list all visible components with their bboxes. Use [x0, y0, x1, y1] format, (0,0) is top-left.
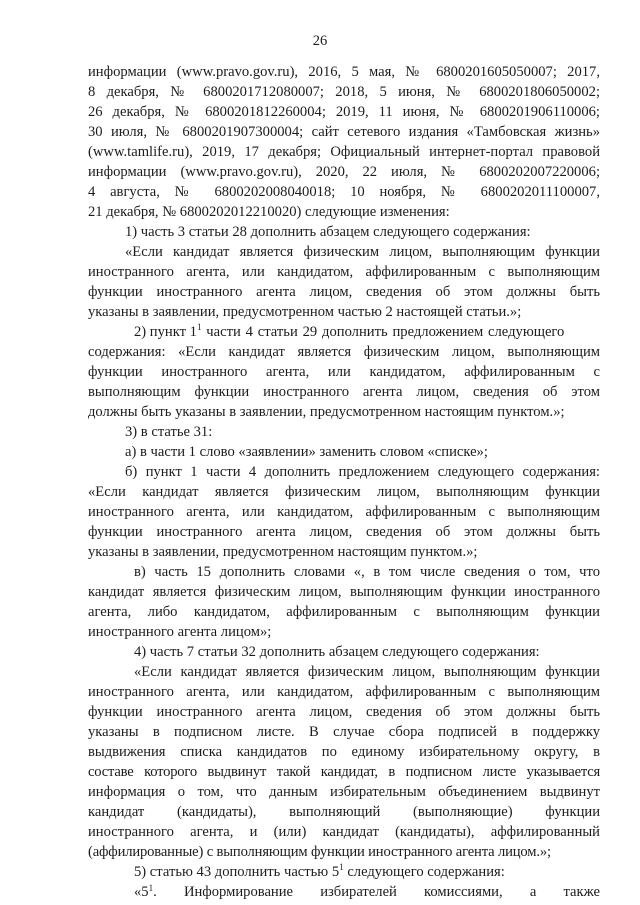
text-line: иностранного агента, и (или) кандидат (кандидаты), аффилированный: [88, 824, 600, 840]
text-line: кандидат (кандидаты), выполняющий (выполняющие) функции: [88, 804, 600, 820]
text-line: 3) в статье 31:: [125, 424, 213, 440]
text-line: агента, либо кандидатом, аффилированным с выполняющим функции: [88, 604, 600, 620]
item-5-1-heading: . Информирование избирателей комиссиями, а также: [153, 884, 600, 900]
text-line: 4) часть 7 статьи 32 дополнить абзацем следующего содержания:: [134, 644, 540, 660]
text-line: а) в части 1 слово «заявлении» заменить словом «списке»;: [125, 444, 488, 460]
text-line: составе которого выдвинут такой кандидат, в подписном листе указывается: [88, 764, 600, 780]
text-line: указаны в заявлении, предусмотренном частью 2 настоящей статьи.»;: [88, 304, 522, 320]
item-5-rest: следующего содержания:: [343, 864, 505, 880]
text-line: иностранного агента, или кандидатом, аффилированным с выполняющим: [88, 684, 600, 700]
text-line: содержания: «Если кандидат является физическим лицом, выполняющим: [88, 344, 600, 360]
text-line: 26 декабря, № 6800201812260004; 2019, 11 июня, № 6800201906110006;: [88, 104, 600, 120]
text-line: информации (www.pravo.gov.ru), 2020, 22 июля, № 6800202007220006;: [88, 164, 600, 180]
text-line: 30 июля, № 6800201907300004; сайт сетевого издания «Тамбовская жизнь»: [88, 124, 600, 140]
text-line: иностранного агента, или кандидатом, аффилированным с выполняющим: [88, 504, 600, 520]
text-line: функции иностранного агента, или кандидатом, аффилированным с: [88, 364, 600, 380]
text-line: иностранного агента лицом»;: [88, 624, 272, 640]
text-line: должны быть указаны в заявлении, предусмотренном настоящим пунктом.»;: [88, 404, 565, 420]
text-line: «Если кандидат является физическим лицом, выполняющим функции: [88, 484, 600, 500]
text-line: кандидат является физическим лицом, выполняющим функции иностранного: [88, 584, 600, 600]
text-line: иностранного агента, или кандидатом, аффилированным с выполняющим: [88, 264, 600, 280]
text-line: б) пункт 1 части 4 дополнить предложением следующего содержания:: [125, 464, 600, 480]
text-line: 8 декабря, № 6800201712080007; 2018, 5 июня, № 6800201806050002;: [88, 84, 600, 100]
text-line: указаны в подписном листе. В случае сбора подписей в поддержку: [88, 724, 600, 740]
text-line: (аффилированные) с выполняющим функции иностранного агента лицом.»;: [88, 844, 551, 860]
text-line: 4 августа, № 6800202008040018; 10 ноября, № 6800202011100007,: [88, 184, 600, 200]
text-line: «Если кандидат является физическим лицом, выполняющим функции: [134, 664, 600, 680]
text-line: информация о том, что данным избирательным объединением выдвинут: [88, 784, 600, 800]
page-number: 26: [312, 33, 328, 49]
text-line: функции иностранного агента лицом, сведения об этом должны быть: [88, 704, 600, 720]
superscript: 1: [196, 322, 202, 333]
text-line: в) часть 15 дополнить словами «, в том числе сведения о том, что: [134, 564, 600, 580]
text-line: информации (www.pravo.gov.ru), 2016, 5 мая, № 6800201605050007; 2017,: [88, 64, 600, 80]
superscript: 1: [148, 883, 154, 893]
text-line: (www.tamlife.ru), 2019, 17 декабря; Официальный интернет-портал правовой: [88, 144, 600, 160]
text-line: [134, 882, 600, 902]
text-line: 1) часть 3 статьи 28 дополнить абзацем следующего содержания:: [125, 224, 531, 240]
text-line: функции иностранного агента лицом, сведения об этом должны быть: [88, 284, 600, 300]
item-2-rest: части 4 статьи 29 дополнить предложением следующего: [201, 324, 565, 340]
text-line: указаны в заявлении, предусмотренном настоящим пунктом.»;: [88, 544, 478, 560]
text-line: [134, 322, 564, 342]
text-line: 21 декабря, № 6800202012210020) следующие изменения:: [88, 204, 450, 220]
item-5-lead: 5) статью 43 дополнить частью 5: [134, 864, 340, 880]
text-line: «Если кандидат является физическим лицом, выполняющим функции: [125, 244, 600, 260]
text-line: [134, 862, 505, 882]
text-line: выполняющим функции иностранного агента лицом, сведения об этом: [88, 384, 600, 400]
text-line: выдвижения списка кандидатов по единому избирательному округу, в: [88, 744, 600, 760]
quote-open: «5: [134, 884, 149, 900]
text-line: функции иностранного агента лицом, сведения об этом должны быть: [88, 524, 600, 540]
item-2-lead: 2) пункт 1: [134, 324, 197, 340]
superscript: 1: [339, 862, 344, 873]
